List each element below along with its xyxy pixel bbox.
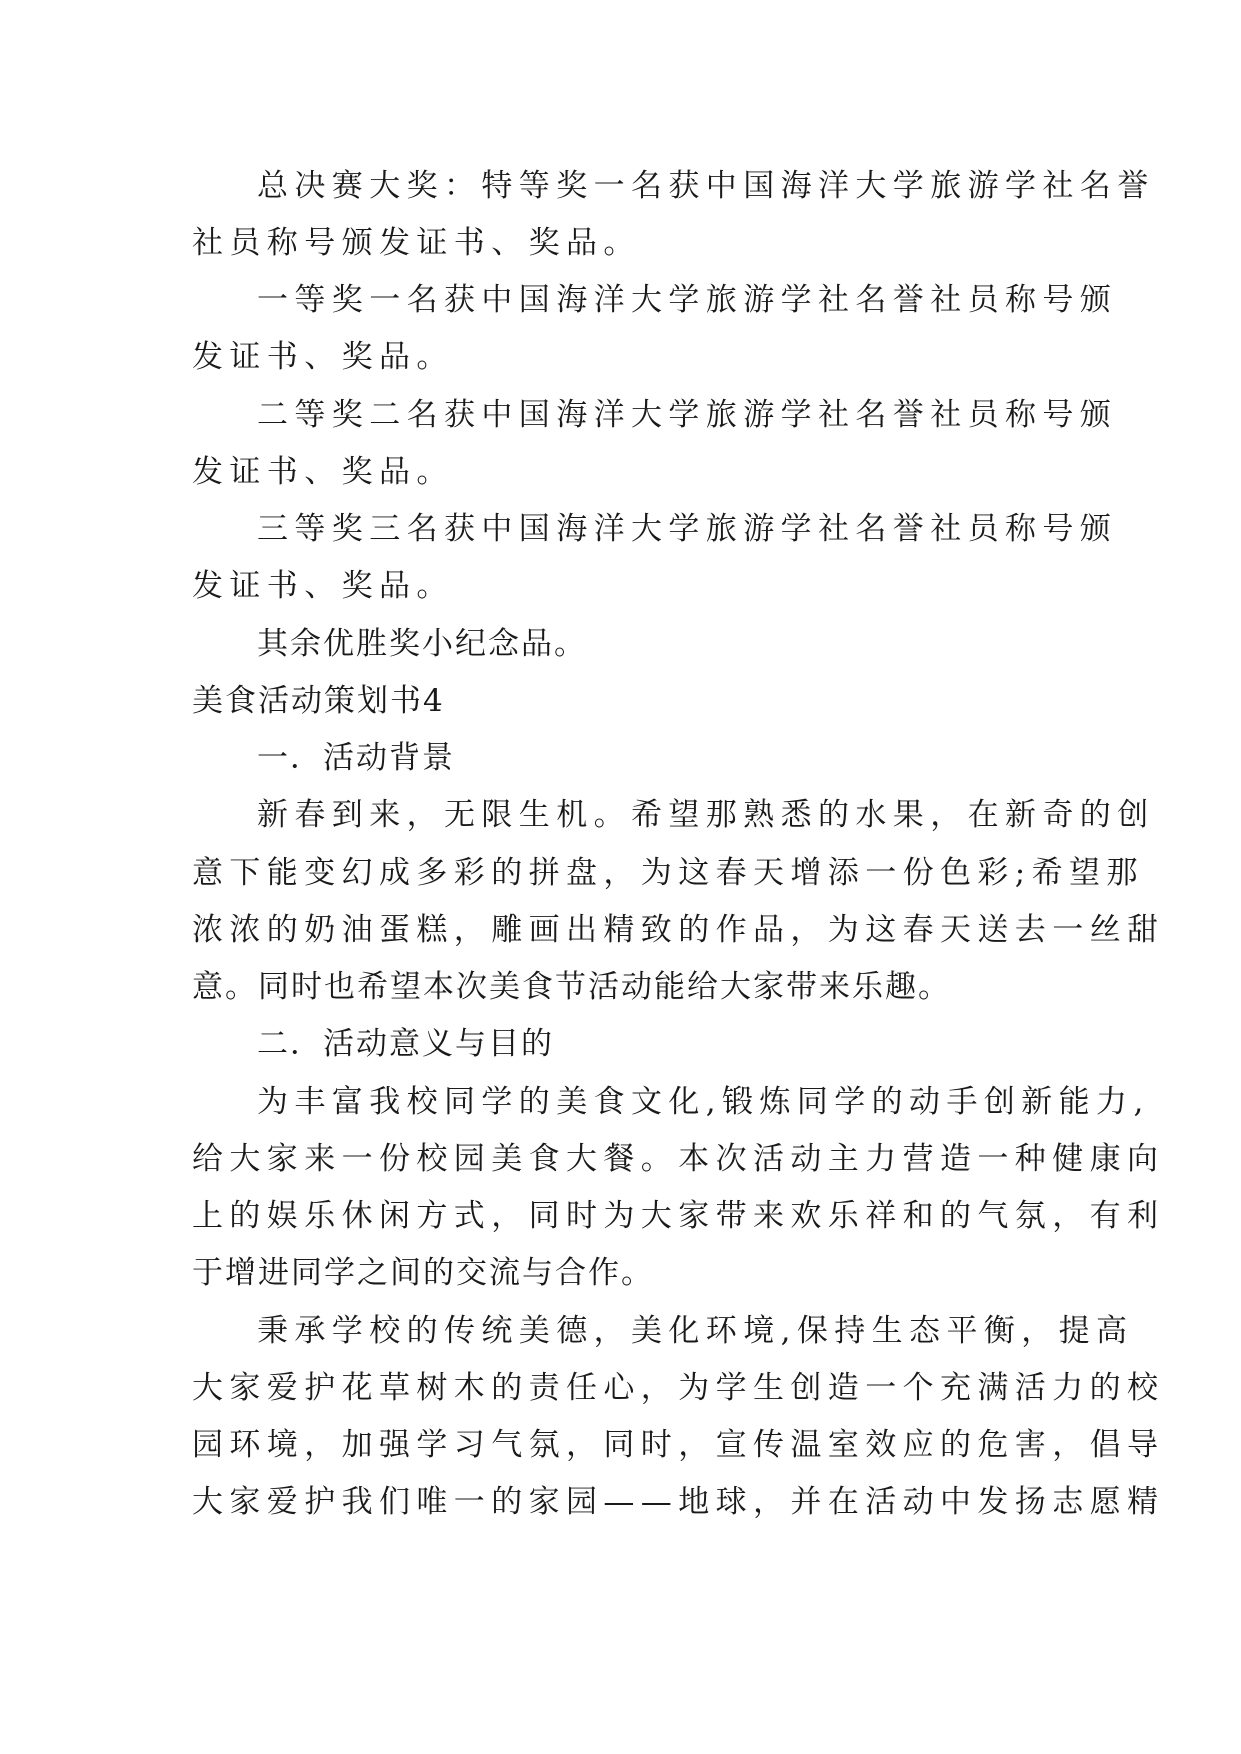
paragraph-line: 大家爱护我们唯一的家园——地球，并在活动中发扬志愿精 [192, 1484, 1165, 1520]
paragraph-line: 于增进同学之间的交流与合作。 [192, 1255, 654, 1291]
paragraph-line: 社员称号颁发证书、奖品。 [192, 225, 641, 261]
paragraph-line: 发证书、奖品。 [192, 339, 454, 375]
paragraph-line: 二等奖二名获中国海洋大学旅游学社名誉社员称号颁 [257, 397, 1118, 433]
paragraph-line: 一等奖一名获中国海洋大学旅游学社名誉社员称号颁 [257, 282, 1118, 318]
paragraph-line: 新春到来，无限生机。希望那熟悉的水果，在新奇的创 [257, 797, 1155, 833]
section-title: 美食活动策划书4 [192, 683, 445, 719]
paragraph-line: 三等奖三名获中国海洋大学旅游学社名誉社员称号颁 [257, 511, 1118, 547]
paragraph-line: 浓浓的奶油蛋糕，雕画出精致的作品，为这春天送去一丝甜 [192, 912, 1165, 948]
section-heading: 一．活动背景 [257, 740, 455, 776]
section-heading: 二．活动意义与目的 [257, 1026, 554, 1062]
paragraph-line: 总决赛大奖：特等奖一名获中国海洋大学旅游学社名誉 [257, 168, 1155, 204]
paragraph-line: 其余优胜奖小纪念品。 [257, 626, 587, 662]
paragraph-line: 发证书、奖品。 [192, 568, 454, 604]
paragraph-line: 上的娱乐休闲方式，同时为大家带来欢乐祥和的气氛，有利 [192, 1198, 1165, 1234]
paragraph-line: 意下能变幻成多彩的拼盘，为这春天增添一份色彩;希望那 [192, 855, 1144, 891]
paragraph-line: 意。同时也希望本次美食节活动能给大家带来乐趣。 [192, 969, 951, 1005]
paragraph-line: 给大家来一份校园美食大餐。本次活动主力营造一种健康向 [192, 1141, 1165, 1177]
paragraph-line: 秉承学校的传统美德，美化环境,保持生态平衡，提高 [257, 1313, 1134, 1349]
paragraph-line: 园环境，加强学习气氛，同时，宣传温室效应的危害，倡导 [192, 1427, 1165, 1463]
paragraph-line: 发证书、奖品。 [192, 454, 454, 490]
paragraph-line: 大家爱护花草树木的责任心，为学生创造一个充满活力的校 [192, 1370, 1165, 1406]
paragraph-line: 为丰富我校同学的美食文化,锻炼同学的动手创新能力, [257, 1084, 1150, 1120]
